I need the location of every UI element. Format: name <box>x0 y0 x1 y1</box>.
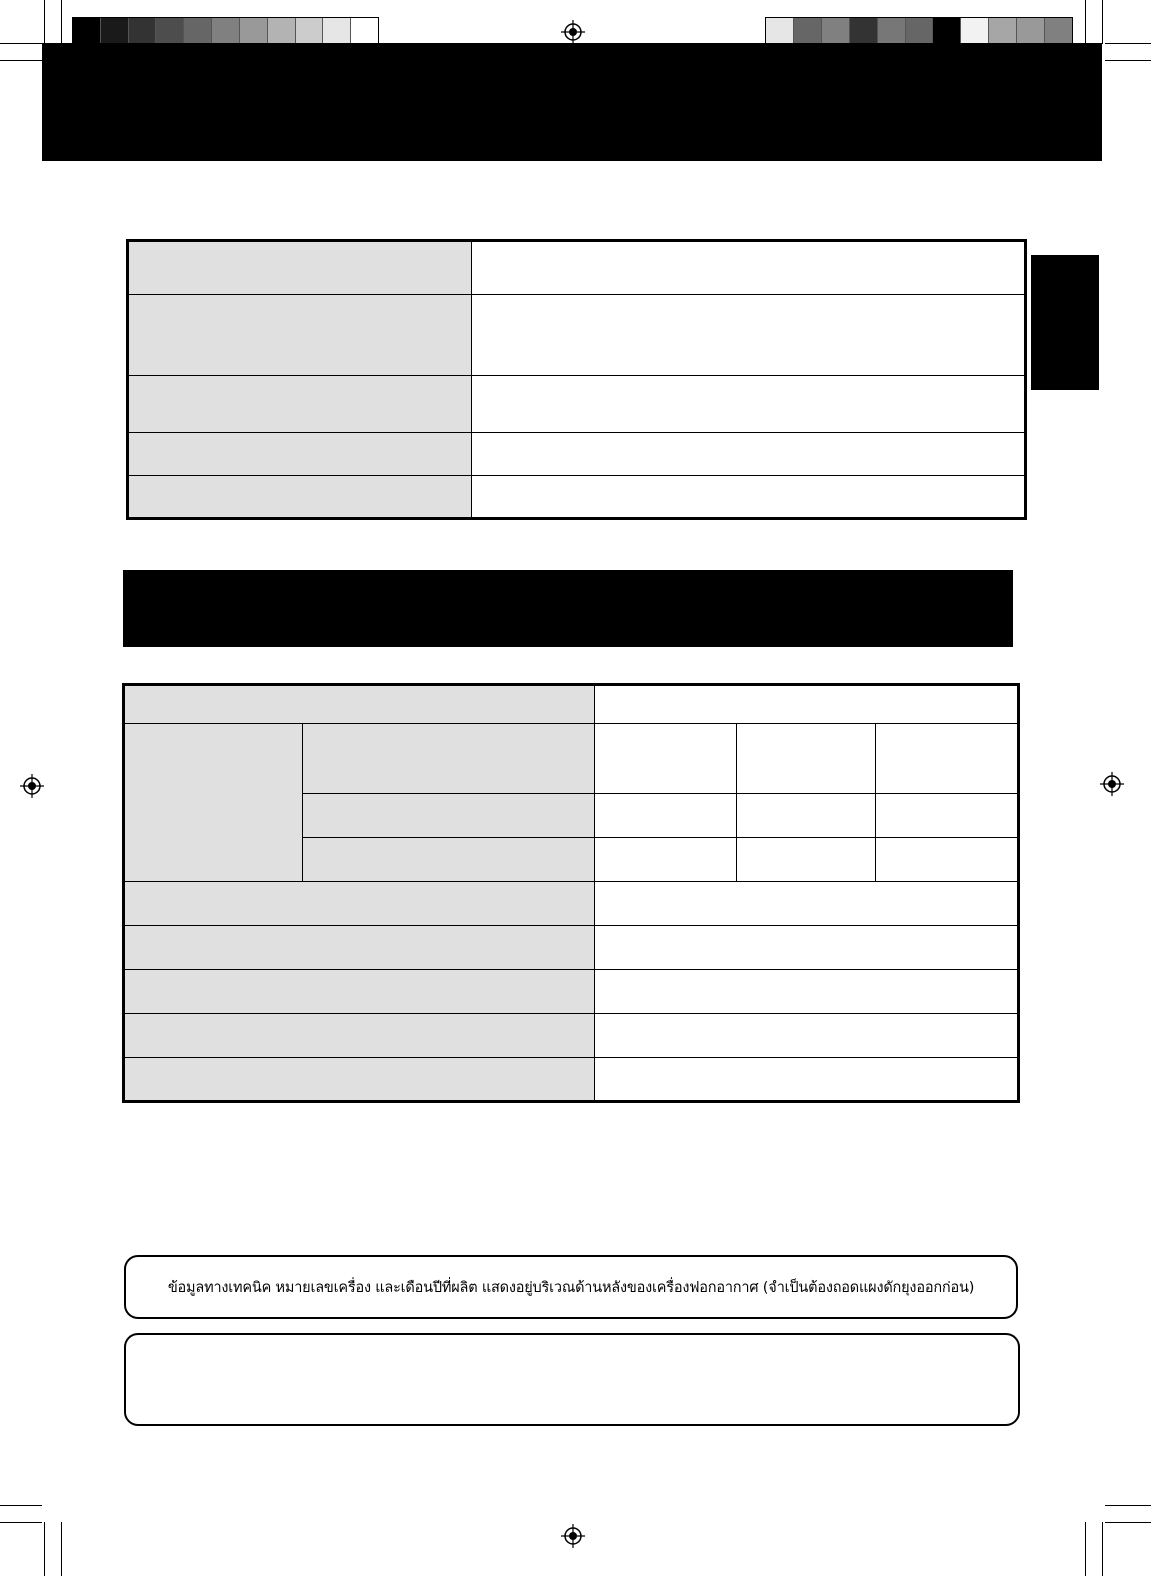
crop-mark <box>0 43 42 44</box>
label-cell <box>124 926 595 970</box>
color-swatch <box>296 18 324 45</box>
value-cell <box>472 241 1026 295</box>
color-swatch <box>129 18 157 45</box>
value-cell <box>595 724 737 794</box>
value-cell <box>472 433 1026 476</box>
registration-mark-icon <box>561 1524 585 1548</box>
specification-table-2 <box>122 683 1020 1103</box>
crop-mark <box>44 0 45 44</box>
crop-mark <box>1085 1522 1086 1576</box>
value-cell <box>595 1014 1019 1058</box>
table-row <box>124 926 1019 970</box>
table-row <box>128 241 1026 295</box>
color-swatch <box>323 18 351 45</box>
color-swatch <box>268 18 296 45</box>
table-row <box>124 724 1019 794</box>
value-cell <box>472 376 1026 433</box>
crop-mark <box>61 1522 62 1576</box>
crop-mark <box>0 60 42 61</box>
right-color-calibration-bar <box>765 17 1073 46</box>
page-header-banner <box>42 43 1102 161</box>
crop-mark <box>0 1522 42 1523</box>
table-row <box>124 882 1019 926</box>
value-cell <box>472 295 1026 376</box>
registration-mark-icon <box>1100 772 1124 796</box>
label-cell <box>128 376 472 433</box>
label-cell <box>303 794 595 838</box>
specification-table-1 <box>126 239 1027 520</box>
left-color-calibration-bar <box>72 17 379 46</box>
table-row <box>124 1058 1019 1102</box>
value-cell <box>737 838 876 882</box>
color-swatch <box>794 18 822 45</box>
color-swatch <box>989 18 1017 45</box>
color-swatch <box>73 18 101 45</box>
value-cell <box>595 794 737 838</box>
color-swatch <box>933 18 961 45</box>
crop-mark <box>44 1522 45 1576</box>
color-swatch <box>184 18 212 45</box>
technical-info-notice-box <box>124 1255 1018 1319</box>
value-cell <box>737 724 876 794</box>
color-swatch <box>766 18 794 45</box>
color-swatch <box>878 18 906 45</box>
value-cell <box>595 882 1019 926</box>
label-cell <box>128 241 472 295</box>
crop-mark <box>0 1505 42 1506</box>
table-row <box>128 376 1026 433</box>
value-cell <box>595 926 1019 970</box>
value-cell <box>876 794 1019 838</box>
color-swatch <box>906 18 934 45</box>
group-label-cell <box>124 724 303 882</box>
label-cell <box>124 882 595 926</box>
registration-mark-icon <box>561 20 585 44</box>
label-cell <box>124 970 595 1014</box>
color-swatch <box>240 18 268 45</box>
label-cell <box>124 685 595 724</box>
crop-mark <box>1105 60 1151 61</box>
label-cell <box>303 724 595 794</box>
label-cell <box>124 1058 595 1102</box>
label-cell <box>303 838 595 882</box>
crop-mark <box>1105 1505 1151 1506</box>
table-row <box>124 970 1019 1014</box>
color-swatch <box>822 18 850 45</box>
color-swatch <box>1017 18 1045 45</box>
table-row <box>124 1014 1019 1058</box>
value-cell <box>876 838 1019 882</box>
color-swatch <box>156 18 184 45</box>
color-swatch <box>961 18 989 45</box>
label-cell <box>128 433 472 476</box>
crop-mark <box>1105 1522 1151 1523</box>
crop-mark <box>1102 1522 1103 1576</box>
value-cell <box>595 838 737 882</box>
label-cell <box>124 1014 595 1058</box>
empty-note-box <box>124 1333 1020 1426</box>
color-swatch <box>1045 18 1072 45</box>
crop-mark <box>1105 43 1151 44</box>
value-cell <box>595 685 1019 724</box>
value-cell <box>472 476 1026 519</box>
value-cell <box>737 794 876 838</box>
table-row <box>128 433 1026 476</box>
label-cell <box>128 476 472 519</box>
value-cell <box>595 1058 1019 1102</box>
crop-mark <box>1085 0 1086 44</box>
table-row <box>128 476 1026 519</box>
crop-mark <box>1102 0 1103 44</box>
section-header-banner <box>123 570 1013 647</box>
table-row <box>124 685 1019 724</box>
color-swatch <box>212 18 240 45</box>
side-language-tab <box>1031 255 1099 390</box>
table-row <box>128 295 1026 376</box>
color-swatch <box>850 18 878 45</box>
value-cell <box>876 724 1019 794</box>
registration-mark-icon <box>20 774 44 798</box>
value-cell <box>595 970 1019 1014</box>
label-cell <box>128 295 472 376</box>
color-swatch <box>351 18 378 45</box>
crop-mark <box>61 0 62 44</box>
technical-info-notice-text: ข้อมูลทางเทคนิค หมายเลขเครื่อง และเดือนปีที่ผลิต แสดงอยู่บริเวณด้านหลังของเครื่องฟอกอากาศ (จำเป็นต้องถอดแผงดักยุงออกก่อน) <box>167 1279 975 1296</box>
color-swatch <box>101 18 129 45</box>
